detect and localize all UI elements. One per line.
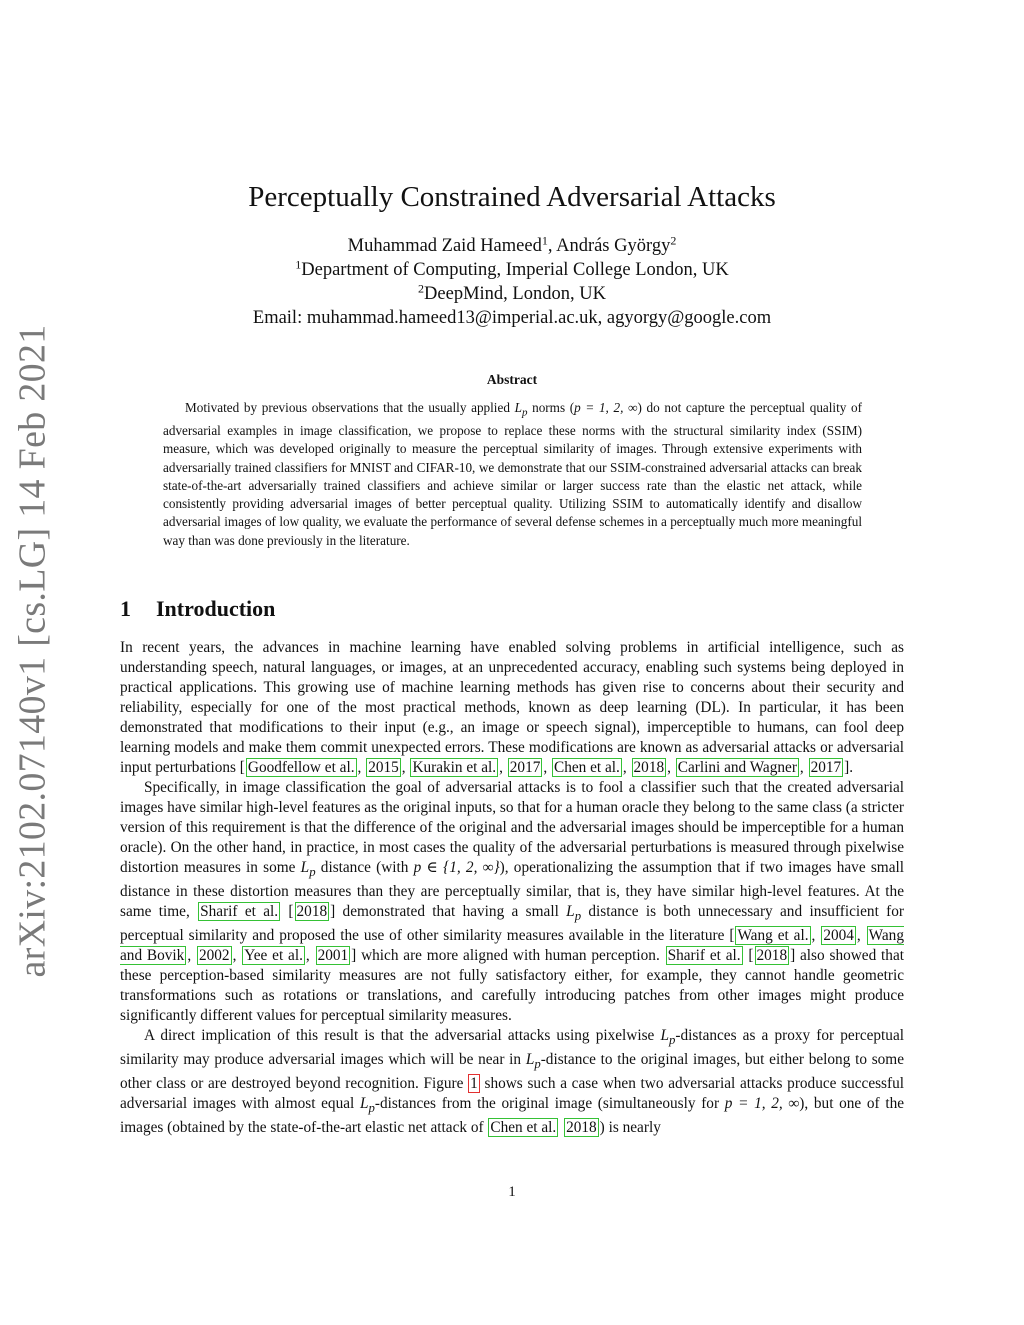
citation-link[interactable]: 2002: [198, 947, 230, 965]
abstract-heading: Abstract: [486, 372, 538, 387]
citation-link[interactable]: 2018: [756, 947, 788, 965]
citation-link[interactable]: 2018: [633, 759, 665, 776]
affiliation-marker: 2: [670, 233, 677, 248]
body-text: [120, 638, 904, 1138]
citation-link[interactable]: 2018: [566, 1119, 597, 1137]
citation-link[interactable]: Sharif et al.: [200, 903, 279, 921]
affiliation-2: $^2$DeepMind, London, UK: [418, 281, 606, 304]
citation-link[interactable]: Yee et al.: [244, 947, 303, 965]
arxiv-id: arXiv:2102.07140v1 [cs.LG] 14 Feb 2021: [12, 323, 55, 978]
abstract-text: Motivated by previous observations that the usually applied $L_p$ norms (p = 1, 2, ∞) do not capture the perceptual quality of adversarial examples in image classification, we propose to replace these norms with the structural similarity index (SSIM) measure, which was developed originally to measure the perceptual similarity of images. Through extensive experiments with adversarially trained classifiers for MNIST and CIFAR-10, we demonstrate that our SSIM-constrained adversarial attacks can break state-of-the-art adversarially trained classifiers and achieve similar or larger success rate than the elastic net attack, while consistently providing adversarial images of better perceptual quality. Utilizing SSIM to automatically identify and disallow adversarial images of low quality, we evaluate the performance of several defense schemes in a perceptually much more meaningful way than was done previously in the literature.: [163, 400, 863, 548]
paper-title: Perceptually Constrained Adversarial Attacks: [248, 181, 776, 213]
section-heading: [120, 594, 275, 624]
paragraph: Specifically, in image classification the goal of adversarial attacks is to fool a classifier such that the created adversarial images have similar high-level features as the original inputs, so that for a human oracle they belong to the same class (a stricter version of this requirement is that the difference of the original and the adversarial images should be imperceptible for a human oracle). On the other hand, in practice, in most cases the quality of the adversarial perturbations is measured through pixelwise distortion measures in some $L_p$ distance (with p ∈ {1, 2, ∞}), operationalizing the assumption that if two images have small distance in these distortion measures than they are perceptually similar, that is, they have similar high-level features. At the same time, Sharif et al. [ 2018 ] demonstrated that having a small $L_p$ distance is both unnecessary and insufficient for perceptual similarity and proposed the use of other similarity measures available in the literature [ Wang et al. , 2004 , Wang and Bovik , 2002 , Yee et al. , 2001 ] which are more aligned with human perception. Sharif et al. [ 2018 ] also showed that these perception-based similarity measures are not fully satisfactory either, for example, they cannot handle geometric transformations such as rotations or translations, and carefully introducing patches from other images might produce significantly different values for perceptual similarity measures.: [120, 779, 905, 1025]
citation-link[interactable]: Sharif et al.: [667, 947, 741, 965]
citation-link[interactable]: 2004: [823, 927, 854, 945]
citation-link[interactable]: Chen et al.: [554, 759, 620, 776]
paragraph: In recent years, the advances in machine learning have enabled solving problems in artificial intelligence, such as understanding speech, natural languages, or images, at an unprecedented accuracy, enabling such systems being deployed in practical applications. This growing use of machine learning methods has given rise to concerns about their security and reliability, especially for one of the most practical methods, known as deep learning (DL). In particular, it has been demonstrated that modifications to their input (e.g., an image or speech signal), imperceptible to humans, can fool deep learning models and make them commit unexpected errors. These modifications are known as adversarial attacks or adversarial input perturbations [ Goodfellow et al. , 2015 , Kurakin et al. , 2017 , Chen et al. , 2018 , Carlini and Wagner , 2017 ].: [120, 639, 904, 776]
affiliation-marker: 1: [541, 233, 548, 248]
email-line: Email: muhammad.hameed13@imperial.ac.uk, agyorgy@google.com: [252, 308, 772, 328]
page-number: 1: [508, 1184, 516, 1200]
section-title: Introduction: [156, 596, 276, 621]
citation-link[interactable]: 2017: [509, 759, 541, 776]
section-number: 1: [120, 596, 131, 621]
citation-link[interactable]: 2017: [810, 759, 842, 776]
citation-link[interactable]: Chen et al.: [490, 1119, 557, 1137]
figure-ref-link[interactable]: 1: [470, 1075, 478, 1093]
citation-link[interactable]: Wang et al.: [737, 927, 809, 945]
citation-link[interactable]: Goodfellow et al.: [247, 759, 355, 776]
arxiv-stamp: [3, 323, 63, 978]
citation-link[interactable]: Wang and Bovik: [120, 927, 904, 965]
author-name: András György: [556, 236, 671, 256]
citation-link[interactable]: 2015: [368, 759, 399, 776]
citation-link[interactable]: 2018: [296, 903, 328, 921]
author-block: [120, 234, 904, 330]
citation-link[interactable]: 2001: [317, 947, 349, 965]
citation-link[interactable]: Carlini and Wagner: [677, 759, 797, 776]
affiliation-1: $^1$Department of Computing, Imperial College London, UK: [295, 257, 729, 280]
author-name: Muhammad Zaid Hameed: [347, 236, 542, 256]
paragraph: A direct implication of this result is that the adversarial attacks using pixelwise $L_p$-distances as a proxy for perceptual similarity may produce adversarial images which will be near in $L_p$-distance to the original images, but either belong to some other class or are destroyed beyond recognition. Figure 1 shows such a case when two adversarial attacks produce successful adversarial images with almost equal $L_p$-distances from the original image (simultaneously for p = 1, 2, ∞), but one of the images (obtained by the state-of-the-art elastic net attack of Chen et al. 2018 ) is nearly: [120, 1027, 905, 1137]
author-line: Muhammad Zaid Hameed$^1$, András György$^2$: [347, 233, 677, 256]
citation-link[interactable]: Kurakin et al.: [412, 759, 497, 776]
